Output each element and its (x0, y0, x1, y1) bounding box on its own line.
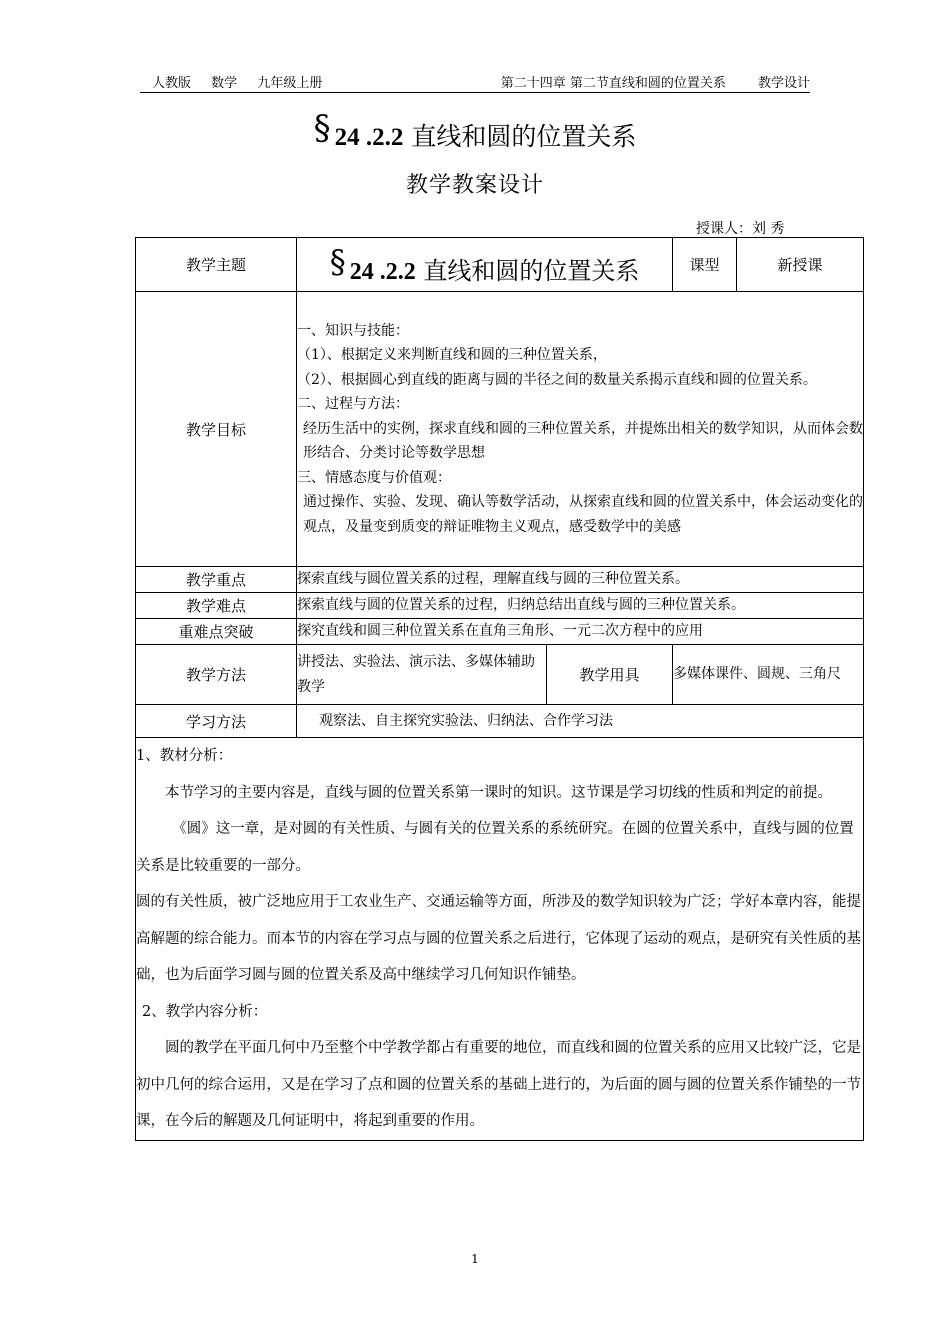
goals-heading-knowledge: 一、知识与技能： (297, 322, 409, 339)
page-header (140, 72, 810, 93)
header-grade: 九年级上册 (257, 76, 323, 91)
method-label: 教学方法 (136, 645, 297, 705)
study-value: 观察法、自主探究实验法、归纳法、合作学习法 (297, 705, 864, 738)
breakthrough-label: 重难点突破 (136, 619, 297, 645)
analysis-heading-content: 2、教学内容分析： (142, 1003, 268, 1020)
tools-label: 教学用具 (547, 645, 673, 705)
subject-number: 24 .2.2 (349, 259, 416, 285)
goals-item: （2）、根据圆心到直线的距离与圆的半径之间的数量关系揭示直线和圆的位置关系。 (297, 371, 817, 388)
row-study-method (136, 705, 864, 738)
header-doc-type: 教学设计 (757, 76, 810, 91)
subject-section-symbol: § (329, 243, 346, 281)
analysis-paragraph: 圆的有关性质，被广泛地应用于工农业生产、交通运输等方面，所涉及的数学知识较为广泛；学好本章内容，能提高解题的综合能力。而本节的内容在学习点与圆的位置关系之后进行，它体现了运动的观点，是研究有关性质的基础，也为后面学习圆与圆的位置关系及高中继续学习几何知识作铺垫。 (136, 894, 861, 983)
type-value: 新授课 (737, 238, 864, 292)
row-goals (136, 292, 864, 567)
section-symbol: § (313, 108, 331, 148)
row-analysis (136, 738, 864, 1141)
page-number: 1 (471, 1252, 479, 1266)
subject-value (297, 238, 673, 292)
row-key-point (136, 567, 864, 593)
goals-content (297, 292, 864, 567)
analysis-paragraph: 《圆》这一章，是对圆的有关性质、与圆有关的位置关系的系统研究。在圆的位置关系中，直线与圆的位置关系是比较重要的一部分。 (136, 821, 854, 874)
lesson-plan-table (135, 237, 864, 1141)
subject-text: 直线和圆的位置关系 (423, 257, 640, 285)
goals-heading-attitude: 三、情感态度与价值观： (297, 469, 451, 486)
difficulty-label: 教学难点 (136, 593, 297, 619)
title-number: 24 .2.2 (334, 124, 404, 151)
analysis-heading-material: 1、教材分析： (136, 748, 233, 764)
tools-value: 多媒体课件、圆规、三角尺 (673, 645, 864, 705)
goals-label: 教学目标 (136, 292, 297, 567)
analysis-paragraph: 圆的教学在平面几何中乃至整个中学教学都占有重要的地位，而直线和圆的位置关系的应用又比较广泛，它是初中几何的综合运用，又是在学习了点和圆的位置关系的基础上进行的，为后面的圆与圆的位置关系作铺垫的一节课，在今后的解题及几何证明中，将起到重要的作用。 (136, 1040, 861, 1129)
difficulty-value: 探索直线与圆的位置关系的过程，归纳总结出直线与圆的三种位置关系。 (297, 593, 864, 619)
teacher-name: 授课人：刘 秀 (696, 221, 785, 237)
title-text: 直线和圆的位置关系 (411, 122, 637, 151)
goals-item: 通过操作、实验、发现、确认等数学活动，从探索直线和圆的位置关系中，体会运动变化的观点，及量变到质变的辩证唯物主义观点，感受数学中的美感 (303, 494, 863, 535)
header-right (489, 72, 810, 91)
analysis-paragraph: 本节学习的主要内容是，直线与圆的位置关系第一课时的知识。这节课是学习切线的性质和判定的前提。 (165, 784, 832, 801)
type-label: 课型 (673, 238, 737, 292)
study-label: 学习方法 (136, 705, 297, 738)
document-title (0, 108, 950, 153)
method-value: 讲授法、实验法、演示法、多媒体辅助教学 (297, 645, 547, 705)
subject-label: 教学主题 (136, 238, 297, 292)
goals-item: 经历生活中的实例，探求直线和圆的三种位置关系，并提炼出相关的数学知识，从而体会数形结合、分类讨论等数学思想 (303, 420, 863, 462)
row-method (136, 645, 864, 705)
row-difficulty (136, 593, 864, 619)
header-chapter: 第二十四章 第二节直线和圆的位置关系 (500, 76, 726, 91)
row-subject (136, 238, 864, 292)
header-publisher: 人教版 (152, 76, 192, 91)
key-label: 教学重点 (136, 567, 297, 593)
row-breakthrough (136, 619, 864, 645)
document-subtitle: 教学教案设计 (405, 173, 544, 198)
breakthrough-value: 探究直线和圆三种位置关系在直角三角形、一元二次方程中的应用 (297, 619, 864, 645)
goals-item: （1）、根据定义来判断直线和圆的三种位置关系， (297, 347, 607, 364)
header-left (152, 72, 338, 91)
analysis-content (136, 738, 864, 1141)
header-subject: 数学 (211, 76, 238, 91)
goals-heading-process: 二、过程与方法： (297, 396, 409, 413)
key-value: 探索直线与圆位置关系的过程，理解直线与圆的三种位置关系。 (297, 567, 864, 593)
